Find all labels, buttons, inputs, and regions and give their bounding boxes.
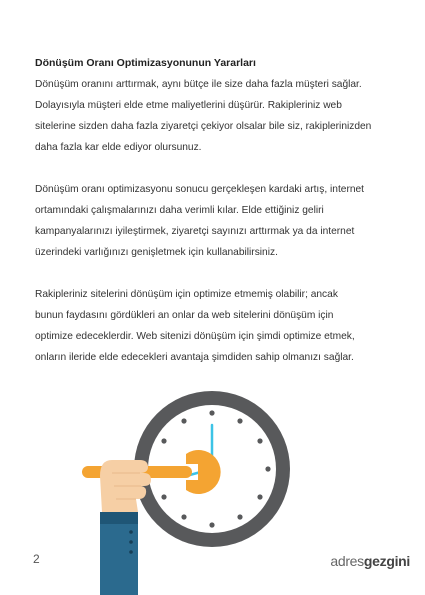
page-number: 2 [33,552,40,566]
text-line: ortamındaki çalışmalarınızı daha verimli kılar. Elde ettiğiniz geliri [35,205,324,216]
brand-part-1: adres [330,553,364,569]
paragraph-1 [35,74,395,158]
paragraph-2 [35,179,395,263]
text-line: sitelerine sizden daha fazla ziyaretçi çekiyor olsalar bile siz, rakiplerinizden [35,121,372,132]
brand-logo [330,553,410,569]
text-line: üzerindeki varlığınızı genişletmek için kullanabilirsiniz. [35,247,278,258]
text-line: optimize edeceklerdir. Web sitenizi dönüşüm için şimdi optimize etmek, [35,331,355,342]
text-line: Dolayısıyla müşteri elde etme maliyetlerini düşürür. Rakipleriniz web [35,100,342,111]
text-line: bunun faydasını gördükleri an onlar da web sitelerini dönüşüm için [35,310,334,321]
text-line: Rakipleriniz sitelerini dönüşüm için optimize etmemiş olabilir; ancak [35,289,338,300]
text-line: kampanyalarınızı iyileştirmek, ziyaretçi sayınızı arttırmak ya da internet [35,226,355,237]
brand-part-2: gezgini [363,553,410,569]
text-line: Dönüşüm oranı optimizasyonu sonucu gerçekleşen kardaki artış, internet [35,184,364,195]
article-body [35,53,395,389]
hand-icon [100,460,151,595]
text-line: daha fazla kar elde ediyor olursunuz. [35,142,202,153]
text-line: Dönüşüm oranını arttırmak, aynı bütçe ile size daha fazla müşteri sağlar. [35,79,362,90]
text-line: onların ileride elde edecekleri avantaja şimdiden sahip olmanızı sağlar. [35,352,354,363]
paragraph-3 [35,284,395,368]
section-heading: Dönüşüm Oranı Optimizasyonunun Yararları [35,57,256,69]
